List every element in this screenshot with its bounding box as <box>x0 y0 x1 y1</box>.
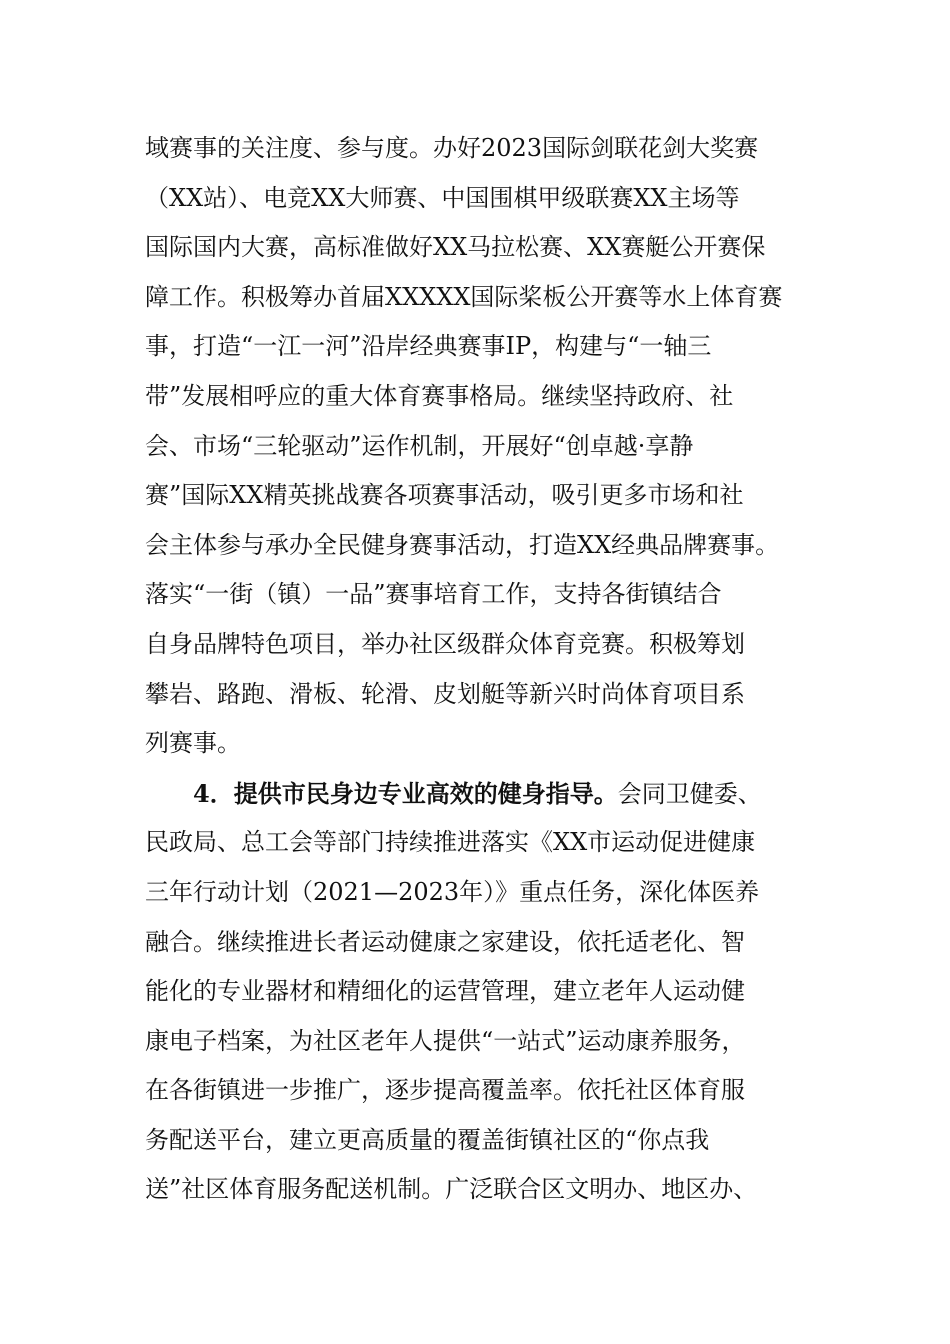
text-line: 攀岩、路跑、滑板、轮滑、皮划艇等新兴时尚体育项目系 <box>145 679 745 708</box>
text-line: 域赛事的关注度、参与度。办好2023国际剑联花剑大奖赛 <box>145 134 759 162</box>
text-line: 落实“一街（镇）一品”赛事培育工作，支持各街镇结合 <box>145 580 722 609</box>
text-line: （XX站）、电竞XX大师赛、中国围棋甲级联赛XX主场等 <box>145 183 740 212</box>
document-body <box>145 124 815 1215</box>
text-line: 务配送平台，建立更高质量的覆盖街镇社区的“你点我 <box>145 1125 710 1154</box>
paragraph-fitness-guidance <box>145 769 815 1215</box>
text-run: 会同卫健委、 <box>617 779 762 808</box>
text-line: 送”社区体育服务配送机制。广泛联合区文明办、地区办、 <box>145 1175 758 1204</box>
text-line: 列赛事。 <box>145 729 241 758</box>
text-line: 三年行动计划（2021—2023年）》重点任务，深化体医养 <box>145 877 760 906</box>
text-line: 康电子档案，为社区老年人提供“一站式”运动康养服务， <box>145 1026 746 1055</box>
text-line: 民政局、总工会等部门持续推进落实《XX市运动促进健康 <box>145 828 756 857</box>
text-line: 会主体参与承办全民健身赛事活动，打造XX经典品牌赛事。 <box>145 530 780 559</box>
text-line: 障工作。积极筹办首届XXXXX国际桨板公开赛等水上体育赛 <box>145 282 783 311</box>
section-heading: 4．提供市民身边专业高效的健身指导。 <box>193 778 618 808</box>
text-line: 在各街镇进一步推广，逐步提高覆盖率。依托社区体育服 <box>145 1076 745 1105</box>
text-line: 自身品牌特色项目，举办社区级群众体育竞赛。积极筹划 <box>145 629 745 658</box>
text-line: 赛”国际XX精英挑战赛各项赛事活动，吸引更多市场和社 <box>145 481 744 510</box>
paragraph-first-line <box>145 769 815 819</box>
text-line: 融合。继续推进长者运动健康之家建设，依托适老化、智 <box>145 927 745 956</box>
text-line: 带”发展相呼应的重大体育赛事格局。继续坚持政府、社 <box>145 381 734 410</box>
text-line: 能化的专业器材和精细化的运营管理，建立老年人运动健 <box>145 977 745 1006</box>
paragraph-events <box>145 124 815 769</box>
text-line: 国际国内大赛，高标准做好XX马拉松赛、XX赛艇公开赛保 <box>145 233 766 262</box>
text-line: 会、市场“三轮驱动”运作机制，开展好“创卓越·享静 <box>145 431 694 460</box>
text-line: 事，打造“一江一河”沿岸经典赛事IP，构建与“一轴三 <box>145 332 712 361</box>
